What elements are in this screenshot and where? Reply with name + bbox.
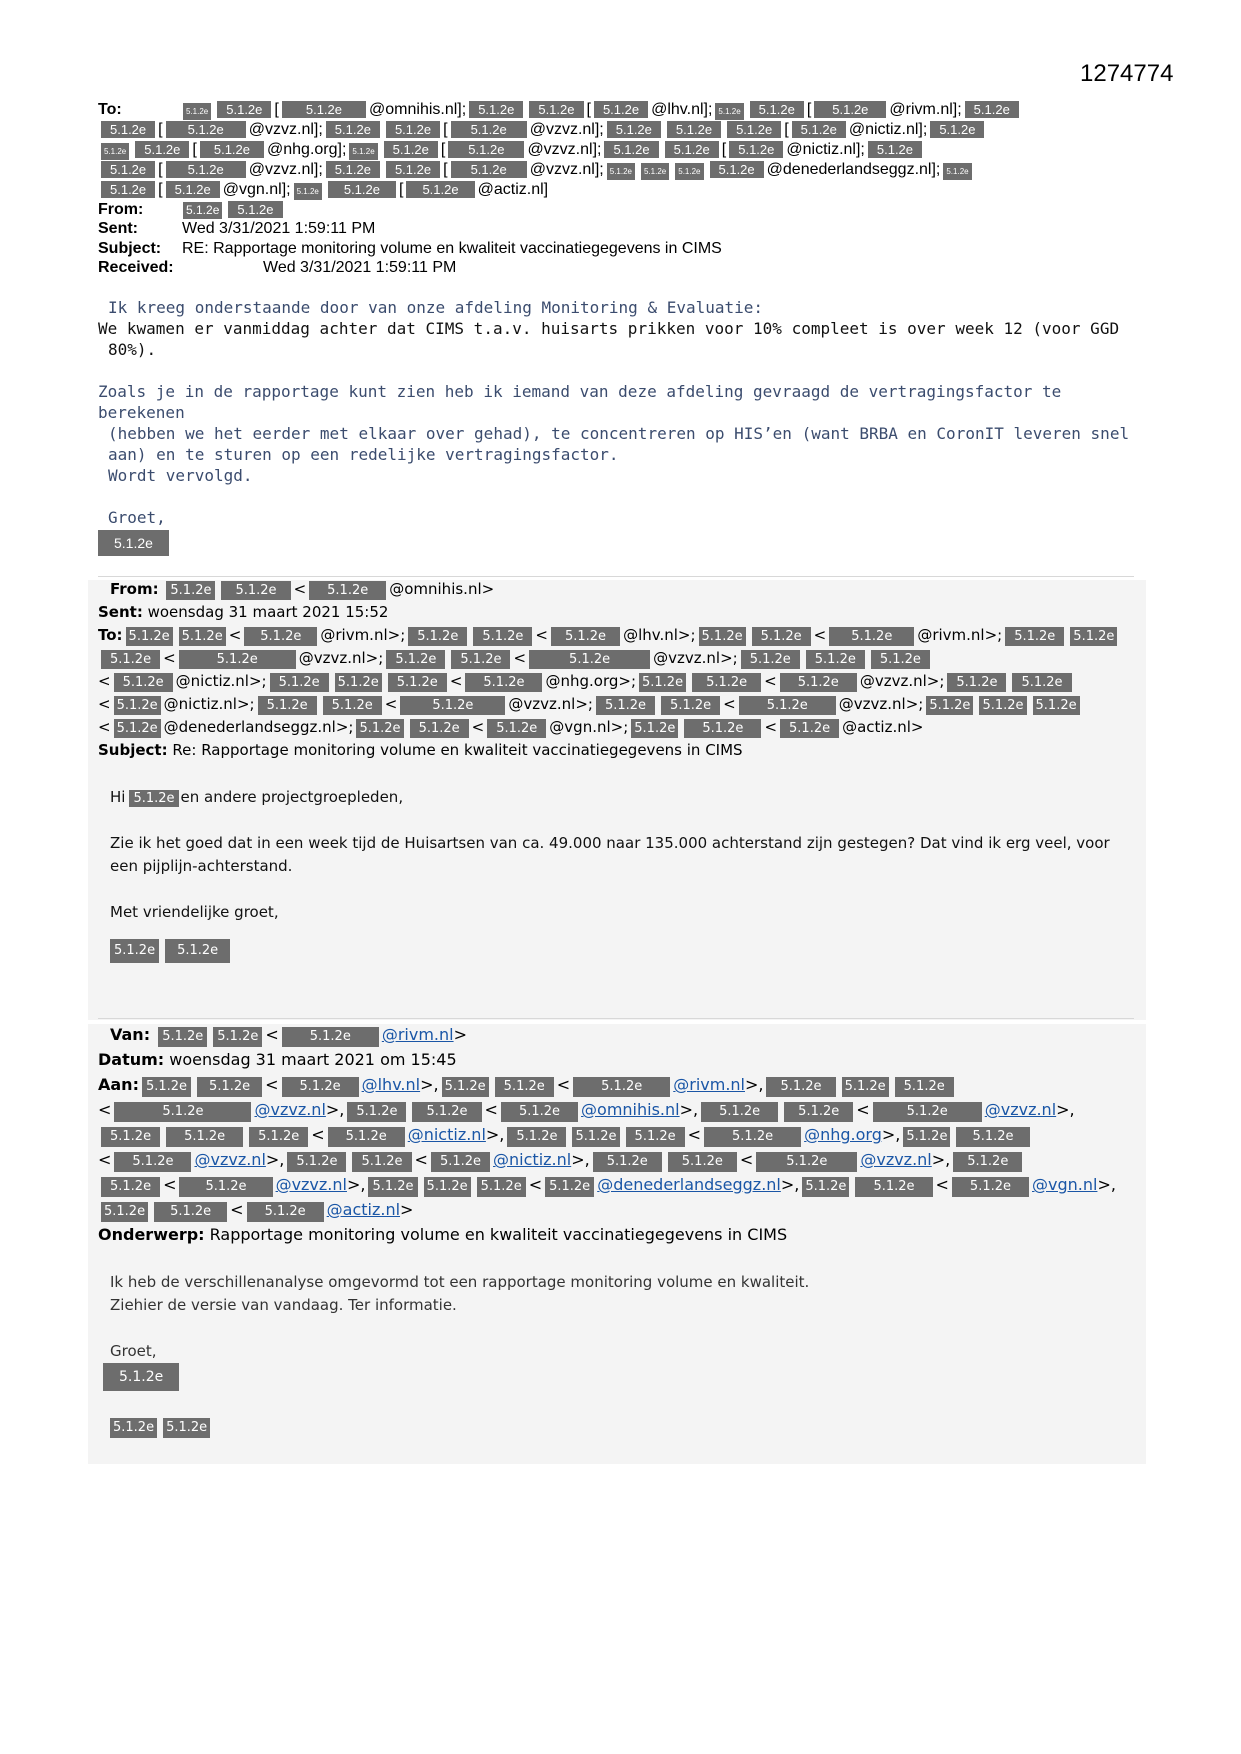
- redaction-box: 5.1.2e: [101, 1127, 160, 1147]
- email1-to-line: To: 5.1.2e 5.1.2e [ 5.1.2e @omnihis.nl]; 5.1.2e 5.1.2e [ 5.1.2e @lhv.nl]; 5.1.2e 5.1.2e [ 5.1.2e @rivm.nl]; 5.1.2e: [98, 100, 1134, 120]
- redaction-box: 5.1.2e: [766, 1077, 835, 1097]
- redaction-box: 5.1.2e: [465, 673, 542, 692]
- redaction-box: 5.1.2e: [873, 1102, 982, 1122]
- email1-to-line: 5.1.2e [ 5.1.2e @vzvz.nl]; 5.1.2e 5.1.2e [ 5.1.2e @vzvz.nl]; 5.1.2e 5.1.2e 5.1.2e [ 5.1.2e @nictiz.nl]; 5.1.2e: [98, 120, 1134, 140]
- redaction-box: 5.1.2e: [895, 1077, 954, 1097]
- signature-redaction: 5.1.2e: [98, 530, 169, 556]
- to-domain: @vzvz.nl>;: [838, 695, 924, 713]
- email-link[interactable]: @vzvz.nl: [254, 1100, 326, 1119]
- redaction-box: 5.1.2e: [710, 161, 764, 178]
- redaction-box: 5.1.2e: [701, 1102, 778, 1122]
- email-link[interactable]: @vzvz.nl: [984, 1100, 1057, 1119]
- email1-to-line: 5.1.2e [ 5.1.2e @vzvz.nl]; 5.1.2e 5.1.2e [ 5.1.2e @vzvz.nl]; 5.1.2e 5.1.2e 5.1.2e 5.1.2e @denederlandseggz.nl]; 5.1.2e: [98, 160, 1134, 180]
- redaction-box: 5.1.2e: [947, 673, 1006, 692]
- to-domain: @vzvz.nl>;: [859, 672, 945, 690]
- redaction-box: 5.1.2e: [451, 650, 510, 669]
- van-label: Van:: [110, 1025, 151, 1044]
- body-line: Zie ik het goed dat in een week tijd de Huisartsen van ca. 49.000 naar 135.000 achterstand zijn gestegen? Dat vind ik erg veel, voor: [110, 834, 1110, 852]
- to-label: To:: [98, 101, 122, 118]
- redaction-box: 5.1.2e: [806, 650, 865, 669]
- redaction-box: 5.1.2e: [926, 696, 973, 715]
- redaction-box: 5.1.2e: [129, 790, 178, 807]
- redaction-box: 5.1.2e: [752, 627, 811, 646]
- redaction-box: 5.1.2e: [282, 101, 366, 118]
- subject-label: Subject:: [98, 741, 168, 759]
- redaction-box: 5.1.2e: [183, 103, 211, 120]
- redaction-box: 5.1.2e: [684, 719, 761, 738]
- redaction-box: 5.1.2e: [244, 627, 317, 646]
- redaction-box: 5.1.2e: [607, 163, 635, 180]
- redaction-box: 5.1.2e: [943, 163, 971, 180]
- redaction-box: 5.1.2e: [408, 627, 467, 646]
- datum-value: woensdag 31 maart 2021 om 15:45: [169, 1050, 457, 1069]
- redaction-box: 5.1.2e: [792, 121, 846, 138]
- email-link[interactable]: @nictiz.nl: [493, 1150, 572, 1169]
- to-domain: @nictiz.nl];: [786, 140, 865, 158]
- sent-label: Sent:: [98, 603, 143, 621]
- redaction-box: 5.1.2e: [780, 719, 839, 738]
- redaction-box: 5.1.2e: [756, 1152, 857, 1172]
- body-line: We kwamen er vanmiddag achter dat CIMS t.a.v. huisarts prikken voor 10% compleet is over week 12 (voor GGD: [98, 319, 1120, 338]
- redaction-box: 5.1.2e: [829, 627, 914, 646]
- redaction-box: 5.1.2e: [110, 939, 159, 963]
- redaction-box: 5.1.2e: [158, 1027, 207, 1047]
- redaction-box: 5.1.2e: [739, 696, 836, 715]
- redaction-box: 5.1.2e: [477, 1177, 526, 1197]
- redaction-box: 5.1.2e: [101, 161, 155, 178]
- redaction-box: 5.1.2e: [135, 141, 189, 158]
- hi-rest: en andere projectgroepleden,: [180, 788, 404, 806]
- redaction-box: 5.1.2e: [593, 1152, 662, 1172]
- redaction-box: 5.1.2e: [604, 141, 658, 158]
- email3-header: Van: 5.1.2e 5.1.2e < 5.1.2e @rivm.nl> Datum: woensdag 31 maart 2021 om 15:45 Aan: 5.1.2e 5.1.2e < 5.1.2e @lhv.nl>, 5.1.2e 5.1.2e < 5.1.2e @rivm.nl>, 5.1.2e 5.1.2e 5.1.2e < 5.1.2e @vzvz.nl>, 5.1.2e 5.1.2e < 5.1.2e @omnihis.nl>, 5.1.2e 5.1.2e < 5.1.2e @vzvz.nl>, 5.1.2e 5.1.2e 5.1.2e < 5.1.2e @nictiz.nl>, 5.1.2e 5.1.2e 5.1.2e < 5.1.2e @nhg.org>, 5.1.2e 5.1.2e < 5.1.2e @vzvz.nl>, 5.1.2e 5.1.2e < 5.1.2e @nictiz.nl>, 5.1.2e 5.1.2e < 5.1.2e @vzvz.nl>, 5.1.2e 5.1.2e < 5.1.2e @vzvz.nl>, 5.1.2e 5.1.2e 5.1.2e < 5.1.2e @denederlandseggz.nl>, 5.1.2e 5.1.2e < 5.1.2e @vgn.nl>, 5.1.2e 5.1.2e < 5.1.2e @actiz.nl> Onderwerp: Rapportage monitoring volume en kwaliteit vaccinatiegegevens in CIMS: [98, 1025, 1116, 1244]
- redaction-box: 5.1.2e: [424, 1177, 471, 1197]
- redaction-box: 5.1.2e: [727, 121, 781, 138]
- redaction-box: 5.1.2e: [545, 1177, 594, 1197]
- redaction-box: 5.1.2e: [406, 181, 474, 198]
- redaction-box: 5.1.2e: [165, 939, 230, 963]
- redaction-box: 5.1.2e: [166, 1127, 243, 1147]
- redaction-box: 5.1.2e: [412, 1102, 481, 1122]
- onderwerp-value: Rapportage monitoring volume en kwaliteit vaccinatiegegevens in CIMS: [209, 1225, 788, 1244]
- redaction-box: 5.1.2e: [270, 673, 329, 692]
- redaction-box: 5.1.2e: [855, 1177, 932, 1197]
- redaction-box: 5.1.2e: [249, 1127, 308, 1147]
- email-link[interactable]: @lhv.nl: [361, 1075, 421, 1094]
- redaction-box: 5.1.2e: [166, 581, 215, 600]
- redaction-box: 5.1.2e: [163, 1418, 210, 1438]
- body-line: Wordt vervolgd.: [108, 466, 253, 485]
- redaction-box: 5.1.2e: [448, 141, 524, 158]
- to-domain: @vzvz.nl>;: [298, 649, 384, 667]
- body-line: Ik kreeg onderstaande door van onze afdeling Monitoring & Evaluatie:: [108, 298, 764, 317]
- redaction-box: 5.1.2e: [715, 103, 743, 120]
- email-link[interactable]: @vzvz.nl: [860, 1150, 932, 1169]
- to-domain: @rivm.nl];: [889, 101, 962, 118]
- received-value: Wed 3/31/2021 1:59:11 PM: [263, 259, 457, 277]
- to-domain: @omnihis.nl];: [369, 101, 467, 118]
- redaction-box: 5.1.2e: [221, 581, 290, 600]
- redaction-box: 5.1.2e: [903, 1127, 950, 1147]
- redaction-box: 5.1.2e: [386, 161, 440, 178]
- redaction-box: 5.1.2e: [871, 650, 930, 669]
- redaction-box: 5.1.2e: [386, 650, 445, 669]
- redaction-box: 5.1.2e: [356, 719, 403, 738]
- redaction-box: 5.1.2e: [328, 1127, 405, 1147]
- redaction-box: 5.1.2e: [294, 183, 322, 200]
- redaction-box: 5.1.2e: [154, 1202, 227, 1222]
- subject-label: Subject:: [98, 239, 162, 257]
- redaction-box: 5.1.2e: [661, 696, 720, 715]
- to-domain: @vzvz.nl];: [529, 121, 604, 138]
- to-domain: @vzvz.nl>;: [653, 649, 738, 667]
- redaction-box: 5.1.2e: [451, 161, 527, 178]
- redaction-box: 5.1.2e: [495, 1077, 554, 1097]
- redaction-box: 5.1.2e: [179, 1177, 272, 1197]
- redaction-box: 5.1.2e: [665, 141, 719, 158]
- to-domain: @vzvz.nl];: [248, 121, 323, 138]
- to-domain: @lhv.nl>;: [623, 626, 696, 644]
- redaction-box: 5.1.2e: [282, 1077, 359, 1097]
- redaction-box: 5.1.2e: [473, 627, 532, 646]
- redaction-box: 5.1.2e: [501, 1102, 578, 1122]
- email1-to-line: 5.1.2e 5.1.2e [ 5.1.2e @nhg.org]; 5.1.2e 5.1.2e [ 5.1.2e @vzvz.nl]; 5.1.2e 5.1.2e [ 5.1.2e @nictiz.nl]; 5.1.2e: [98, 140, 1134, 160]
- aan-label: Aan:: [98, 1075, 139, 1094]
- redaction-box: 5.1.2e: [704, 1127, 801, 1147]
- to-domain: @nhg.org];: [267, 140, 347, 158]
- onderwerp-label: Onderwerp:: [98, 1225, 205, 1244]
- email1-from-line: [98, 200, 1134, 220]
- redaction-box: 5.1.2e: [386, 121, 440, 138]
- to-domain: @vzvz.nl>;: [508, 695, 593, 713]
- email-link[interactable]: @vzvz.nl: [194, 1150, 266, 1169]
- redaction-box: 5.1.2e: [326, 121, 380, 138]
- email3-body: [98, 1271, 1134, 1438]
- body-line: Ziehier de versie van vandaag. Ter informatie.: [110, 1296, 457, 1314]
- redaction-box: 5.1.2e: [101, 143, 129, 160]
- redaction-box: 5.1.2e: [126, 627, 173, 646]
- redaction-box: 5.1.2e: [101, 181, 155, 198]
- to-domain: @vzvz.nl];: [527, 140, 602, 158]
- redaction-box: 5.1.2e: [179, 650, 296, 669]
- redaction-box: 5.1.2e: [469, 101, 523, 118]
- to-domain: @actiz.nl>: [842, 718, 924, 736]
- redaction-box: 5.1.2e: [667, 121, 721, 138]
- to-domain: @vgn.nl>;: [549, 718, 629, 736]
- redaction-box: 5.1.2e: [451, 121, 527, 138]
- redaction-box: 5.1.2e: [179, 627, 226, 646]
- email-link[interactable]: @nictiz.nl: [407, 1125, 486, 1144]
- sent-label: Sent:: [98, 220, 138, 238]
- redaction-box: 5.1.2e: [228, 201, 282, 218]
- to-domain: @nictiz.nl>;: [175, 672, 267, 690]
- redaction-box: 5.1.2e: [1012, 673, 1071, 692]
- redaction-box: 5.1.2e: [400, 696, 505, 715]
- redaction-box: 5.1.2e: [529, 101, 583, 118]
- email1-sent-line: [98, 219, 1134, 239]
- to-domain: @nhg.org>;: [545, 672, 636, 690]
- redaction-box: 5.1.2e: [979, 696, 1026, 715]
- email1-subject-line: [98, 239, 1134, 259]
- redaction-box: 5.1.2e: [729, 141, 783, 158]
- redaction-box: 5.1.2e: [101, 650, 160, 669]
- redaction-box: 5.1.2e: [388, 673, 447, 692]
- redaction-box: 5.1.2e: [699, 627, 746, 646]
- to-domain: @actiz.nl]: [477, 180, 549, 198]
- redaction-box: 5.1.2e: [952, 1177, 1029, 1197]
- redaction-box: 5.1.2e: [326, 161, 380, 178]
- redaction-box: 5.1.2e: [335, 673, 382, 692]
- redaction-box: 5.1.2e: [596, 696, 655, 715]
- redaction-box: 5.1.2e: [200, 141, 264, 158]
- redaction-box: 5.1.2e: [166, 181, 220, 198]
- to-domain: @nictiz.nl>;: [163, 695, 255, 713]
- from-label: From:: [110, 580, 159, 598]
- email-link[interactable]: @denederlandseggz.nl: [597, 1175, 781, 1194]
- redaction-box: 5.1.2e: [217, 101, 271, 118]
- redaction-box: 5.1.2e: [114, 1102, 251, 1122]
- redaction-box: 5.1.2e: [750, 101, 804, 118]
- redaction-box: 5.1.2e: [258, 696, 317, 715]
- body-line: een pijplijn-achterstand.: [110, 857, 293, 875]
- redaction-box: 5.1.2e: [780, 673, 857, 692]
- to-domain: @rivm.nl>;: [917, 626, 1003, 644]
- greeting: Groet,: [108, 508, 166, 527]
- redaction-box: 5.1.2e: [675, 163, 703, 180]
- redaction-box: 5.1.2e: [487, 719, 546, 738]
- to-domain: @nictiz.nl];: [848, 121, 928, 138]
- email1-to-line: 5.1.2e [ 5.1.2e @vgn.nl]; 5.1.2e 5.1.2e [ 5.1.2e @actiz.nl]: [98, 180, 1134, 200]
- body-line: (hebben we het eerder met elkaar over gehad), te concentreren op HIS’en (want BRBA en CoronIT leveren snel: [108, 424, 1130, 443]
- to-label: To:: [98, 626, 123, 644]
- closing: Met vriendelijke groet,: [110, 903, 279, 921]
- to-domain: @vzvz.nl];: [248, 160, 323, 178]
- to-domain: @denederlandseggz.nl];: [766, 160, 941, 178]
- email-link[interactable]: @rivm.nl: [673, 1075, 745, 1094]
- redaction-box: 5.1.2e: [166, 161, 246, 178]
- redaction-box: 5.1.2e: [197, 1077, 262, 1097]
- redaction-box: 5.1.2e: [692, 673, 761, 692]
- redaction-box: 5.1.2e: [349, 143, 377, 160]
- body-line: aan) en te sturen op een redelijke vertragingsfactor.: [108, 445, 619, 464]
- redaction-box: 5.1.2e: [953, 1152, 1022, 1172]
- redaction-box: 5.1.2e: [631, 719, 678, 738]
- redaction-box: 5.1.2e: [352, 1152, 411, 1172]
- to-domain: @vgn.nl];: [222, 180, 291, 198]
- redaction-box: 5.1.2e: [442, 1077, 489, 1097]
- redaction-box: 5.1.2e: [1005, 627, 1064, 646]
- greeting: Groet,: [110, 1342, 157, 1360]
- redaction-box: 5.1.2e: [641, 163, 669, 180]
- redaction-box: 5.1.2e: [956, 1127, 1029, 1147]
- redaction-box: 5.1.2e: [784, 1102, 853, 1122]
- body-line: 80%).: [108, 340, 157, 359]
- hi-text: Hi: [110, 788, 126, 806]
- signature-redaction: 5.1.2e: [103, 1363, 179, 1391]
- redaction-box: 5.1.2e: [328, 181, 396, 198]
- from-label: From:: [98, 200, 144, 218]
- to-domain: @denederlandseggz.nl>;: [163, 718, 354, 736]
- redaction-box: 5.1.2e: [842, 1077, 889, 1097]
- redaction-box: 5.1.2e: [166, 121, 246, 138]
- redaction-box: 5.1.2e: [247, 1202, 324, 1222]
- email-link[interactable]: @vgn.nl: [1032, 1175, 1098, 1194]
- redaction-box: 5.1.2e: [101, 1177, 160, 1197]
- to-domain: @vzvz.nl];: [529, 160, 604, 178]
- email-link[interactable]: @omnihis.nl: [581, 1100, 680, 1119]
- received-label: Received:: [98, 259, 174, 277]
- body-line: Ik heb de verschillenanalyse omgevormd tot een rapportage monitoring volume en kwaliteit.: [110, 1273, 810, 1291]
- redaction-box: 5.1.2e: [814, 101, 886, 118]
- separator: [98, 576, 1134, 577]
- redaction-box: 5.1.2e: [183, 202, 222, 219]
- redaction-box: 5.1.2e: [639, 673, 686, 692]
- email-link[interactable]: @nhg.org: [804, 1125, 882, 1144]
- email-link[interactable]: @actiz.nl: [326, 1200, 401, 1219]
- redaction-box: 5.1.2e: [101, 1202, 148, 1222]
- redaction-box: 5.1.2e: [607, 121, 661, 138]
- redaction-box: 5.1.2e: [114, 1152, 191, 1172]
- sent-value: Wed 3/31/2021 1:59:11 PM: [182, 220, 376, 238]
- sent-value: woensdag 31 maart 2021 15:52: [147, 603, 389, 621]
- redaction-box: 5.1.2e: [1070, 627, 1117, 646]
- redaction-box: 5.1.2e: [965, 101, 1019, 118]
- redaction-box: 5.1.2e: [213, 1027, 262, 1047]
- redaction-box: 5.1.2e: [309, 581, 386, 600]
- redaction-box: 5.1.2e: [114, 719, 161, 738]
- separator: [98, 1018, 1134, 1019]
- document-number: 1274774: [1080, 60, 1174, 87]
- redaction-box: 5.1.2e: [282, 1027, 379, 1047]
- subject-value: Re: Rapportage monitoring volume en kwaliteit vaccinatiegegevens in CIMS: [172, 741, 743, 759]
- redaction-box: 5.1.2e: [668, 1152, 737, 1172]
- email2-header: From: 5.1.2e 5.1.2e < 5.1.2e @omnihis.nl> Sent: woensdag 31 maart 2021 15:52 To: 5.1.2e 5.1.2e < 5.1.2e @rivm.nl>; 5.1.2e 5.1.2e < 5.1.2e @lhv.nl>; 5.1.2e 5.1.2e < 5.1.2e @rivm.nl>; 5.1.2e 5.1.2e 5.1.2e < 5.1.2e @vzvz.nl>; 5.1.2e 5.1.2e < 5.1.2e @vzvz.nl>; 5.1.2e 5.1.2e 5.1.2e < 5.1.2e @nictiz.nl>; 5.1.2e 5.1.2e 5.1.2e < 5.1.2e @nhg.org>; 5.1.2e 5.1.2e < 5.1.2e @vzvz.nl>; 5.1.2e 5.1.2e < 5.1.2e @nictiz.nl>; 5.1.2e 5.1.2e < 5.1.2e @vzvz.nl>; 5.1.2e 5.1.2e < 5.1.2e @vzvz.nl>; 5.1.2e 5.1.2e 5.1.2e < 5.1.2e @denederlandseggz.nl>; 5.1.2e 5.1.2e < 5.1.2e @vgn.nl>; 5.1.2e 5.1.2e < 5.1.2e @actiz.nl> Subject: Re: Rapportage monitoring volume en kwaliteit vaccinatiegegevens in CIMS: [98, 578, 1134, 762]
- redaction-box: 5.1.2e: [1033, 696, 1080, 715]
- redaction-box: 5.1.2e: [868, 141, 922, 158]
- redaction-box: 5.1.2e: [572, 1127, 619, 1147]
- redaction-box: 5.1.2e: [142, 1077, 191, 1097]
- redaction-box: 5.1.2e: [114, 696, 161, 715]
- redaction-box: 5.1.2e: [101, 121, 155, 138]
- redaction-box: 5.1.2e: [551, 627, 620, 646]
- redaction-box: 5.1.2e: [114, 673, 173, 692]
- redaction-box: 5.1.2e: [529, 650, 650, 669]
- redaction-box: 5.1.2e: [110, 1418, 157, 1438]
- email-link[interactable]: @vzvz.nl: [275, 1175, 347, 1194]
- email2-body: [98, 786, 1134, 963]
- redaction-box: 5.1.2e: [594, 101, 648, 118]
- email1-header: [98, 100, 1134, 278]
- redaction-box: 5.1.2e: [368, 1177, 417, 1197]
- redaction-box: 5.1.2e: [410, 719, 469, 738]
- from-domain: @omnihis.nl>: [389, 580, 495, 598]
- redaction-box: 5.1.2e: [573, 1077, 670, 1097]
- redaction-box: 5.1.2e: [741, 650, 800, 669]
- to-domain: @lhv.nl];: [651, 101, 713, 118]
- email1-received-line: [98, 258, 1134, 278]
- email1-body: [98, 297, 1134, 556]
- redaction-box: 5.1.2e: [384, 141, 438, 158]
- redaction-box: 5.1.2e: [626, 1127, 685, 1147]
- redaction-box: 5.1.2e: [347, 1102, 406, 1122]
- datum-label: Datum:: [98, 1050, 165, 1069]
- van-email-link[interactable]: @rivm.nl: [381, 1025, 454, 1044]
- redaction-box: 5.1.2e: [507, 1127, 566, 1147]
- redaction-box: 5.1.2e: [287, 1152, 346, 1172]
- subject-value: RE: Rapportage monitoring volume en kwaliteit vaccinatiegegevens in CIMS: [182, 239, 722, 257]
- redaction-box: 5.1.2e: [323, 696, 382, 715]
- redaction-box: 5.1.2e: [930, 121, 984, 138]
- redaction-box: 5.1.2e: [802, 1177, 849, 1197]
- body-line: Zoals je in de rapportage kunt zien heb ik iemand van deze afdeling gevraagd de vertragingsfactor te berekenen: [98, 382, 1062, 422]
- redaction-box: 5.1.2e: [431, 1152, 490, 1172]
